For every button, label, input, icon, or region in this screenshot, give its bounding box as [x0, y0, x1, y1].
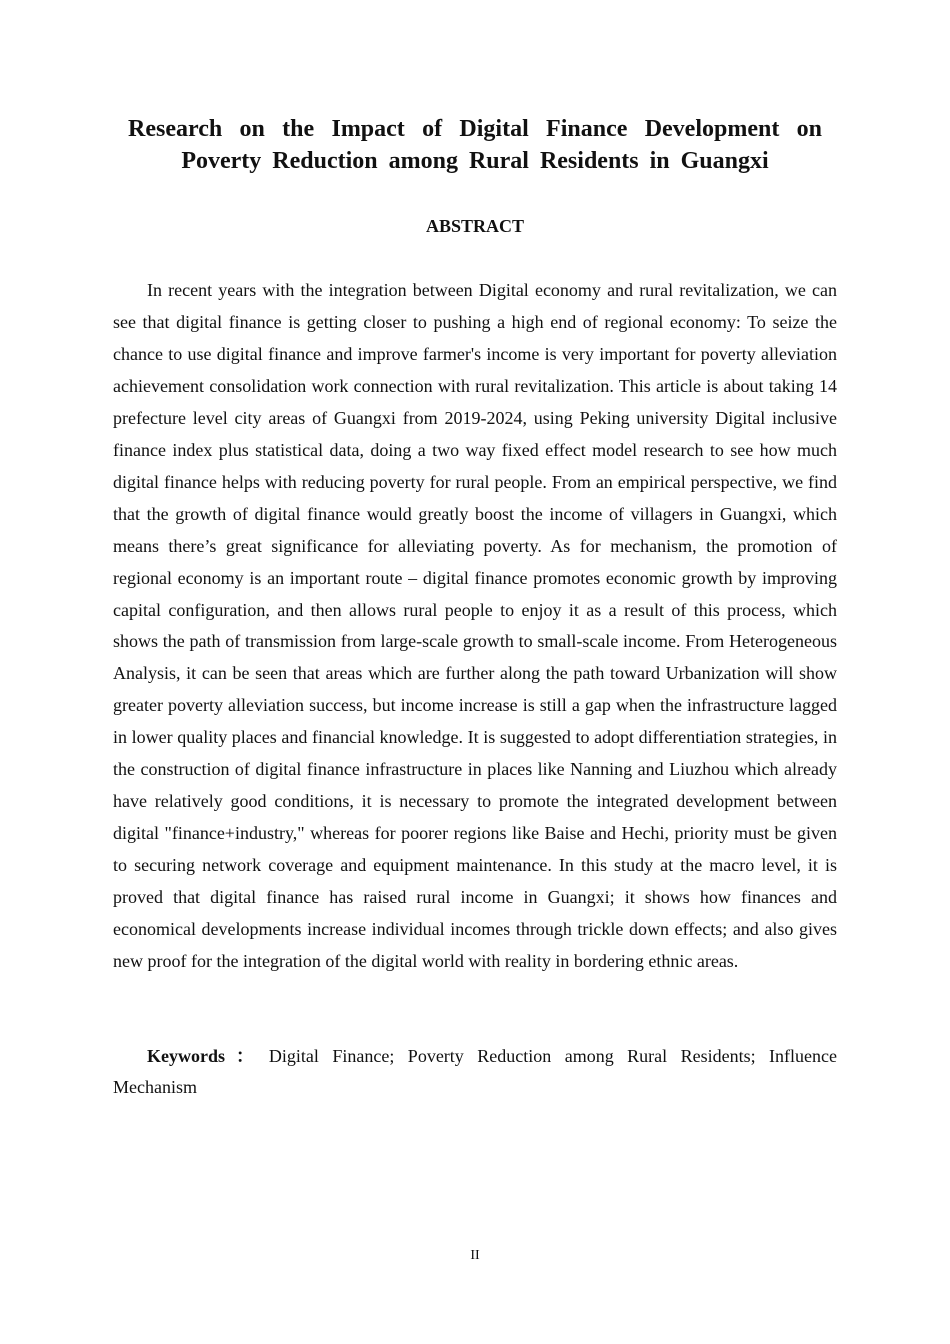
keywords-line	[113, 1041, 837, 1103]
paper-title: Research on the Impact of Digital Finance Development on Poverty Reduction among Rural Residents in Guangxi	[128, 116, 822, 174]
abstract-heading: ABSTRACT	[425, 216, 525, 236]
keywords-text: Digital Finance; Poverty Reduction among Rural Residents; Influence Mechanism	[113, 1046, 838, 1097]
keywords-separator: ：	[227, 1046, 263, 1066]
keywords-label: Keywords	[147, 1046, 225, 1066]
abstract-paragraph: In recent years with the integration between Digital economy and rural revitalization, we can see that digital finance is getting closer to pushing a high end of regional economy: To seize the chance to use digital finance and improve farmer's income is very important for poverty alleviation achievement consolidation work connection with rural revitalization. This article is about taking 14 prefecture level city areas of Guangxi from 2019-2024, using Peking university Digital inclusive finance index plus statistical data, doing a two way fixed effect model research to see how much digital finance helps with reducing poverty for rural people. From an empirical perspective, we find that the growth of digital finance would greatly boost the income of villagers in Guangxi, which means there’s great significance for alleviating poverty. As for mechanism, the promotion of regional economy is an important route – digital finance promotes economic growth by improving capital configuration, and then allows rural people to enjoy it as a result of this process, which shows the path of transmission from large-scale growth to small-scale income. From Heterogeneous Analysis, it can be seen that areas which are further along the path toward Urbanization will show greater poverty alleviation success, but income increase is still a gap when the infrastructure lagged in lower quality places and financial knowledge. It is suggested to adopt differentiation strategies, in the construction of digital finance infrastructure in places like Nanning and Liuzhou which already have relatively good conditions, it is necessary to promote the integrated development between digital "finance+industry," whereas for poorer regions like Baise and Hechi, priority must be given to securing network coverage and equipment maintenance. In this study at the macro level, it is proved that digital finance has raised rural income in Guangxi; it shows how finances and economical developments increase individual incomes through trickle down effects; and also gives new proof for the integration of the digital world with reality in bordering ethnic areas.	[113, 280, 837, 972]
page-number: II	[470, 1248, 480, 1263]
